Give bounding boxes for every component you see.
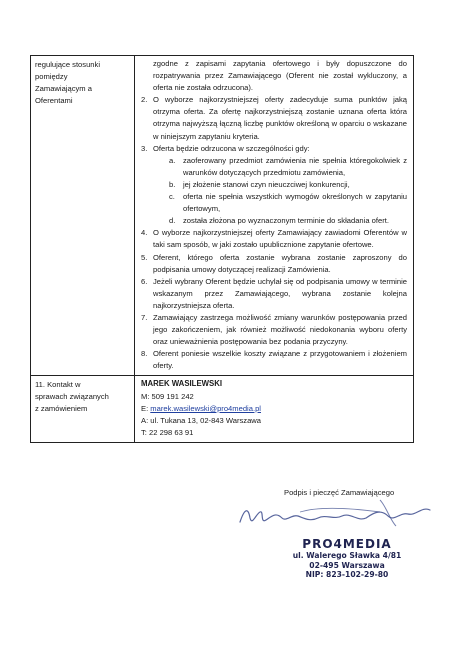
- sub-list-item: [169, 179, 407, 191]
- sub-item-letter: b.: [169, 179, 176, 189]
- label-line: z zamówieniem: [35, 404, 88, 414]
- sub-list-item: [169, 191, 407, 215]
- contact-address: A: ul. Tukana 13, 02-843 Warszawa: [141, 415, 262, 425]
- intro-paragraph: zgodne z zapisami zapytania ofertowego i były dopuszczone do rozpatrywania przez Zamawiającego (Oferent nie został wykluczony, a oferta nie została odrzucona).: [153, 59, 407, 93]
- contact-email-line: [141, 403, 407, 415]
- item-number: 2.: [141, 95, 148, 105]
- list-item: [141, 312, 407, 348]
- sub-list-item: [169, 215, 407, 227]
- item-text: Oferta będzie odrzucona w szczególności gdy:: [153, 143, 310, 153]
- contact-content: [135, 376, 413, 441]
- stamp-line: 02-495 Warszawa: [309, 560, 385, 570]
- item-number: 4.: [141, 228, 148, 238]
- contact-row: [31, 376, 413, 441]
- list-item: [141, 276, 407, 312]
- label-line: pomiędzy: [35, 72, 68, 81]
- item-number: 8.: [141, 349, 148, 359]
- item-number: 7.: [141, 312, 148, 322]
- label-line: Oferentami: [35, 96, 73, 105]
- sub-item-text: została złożona po wyznaczonym terminie do składania ofert.: [183, 216, 389, 226]
- list-item: [141, 143, 407, 228]
- stamp-line: ul. Walerego Sławka 4/81: [292, 551, 402, 560]
- stamp-line: NIP: 823-102-29-80: [305, 570, 389, 580]
- item-text: O wyborze najkorzystniejszej oferty Zamawiający zawiadomi Oferentów w taki sam sposób, w jaki zostało upublicznione zapytanie ofertowe.: [153, 228, 407, 250]
- stamp-title: PRO4MEDIA: [302, 537, 392, 551]
- contact-phone: M: 509 191 242: [141, 391, 194, 401]
- signature-caption: Podpis i pieczęć Zamawiającego: [284, 488, 395, 497]
- label-line: 11. Kontakt w: [35, 380, 81, 390]
- sub-item-text: zaoferowany przedmiot zamówienia nie spełnia któregokolwiek z warunków dotyczących przedmiotu zamówienia,: [183, 155, 407, 177]
- conditions-row: [31, 56, 413, 376]
- contact-label: [31, 376, 135, 441]
- list-item: [141, 252, 407, 276]
- sub-item-letter: d.: [169, 216, 176, 226]
- procurement-table: [30, 55, 414, 443]
- company-stamp: [282, 538, 412, 580]
- signature-block: [230, 488, 440, 608]
- item-text: O wyborze najkorzystniejszej oferty zadecyduje suma punktów jaką otrzyma oferta. Za ofertę najkorzystniejszą zostanie uznana oferta która otrzyma najwyższą łączną liczbę punktów określoną w oparciu o wskazane w niniejszym zapytaniu kryteria.: [153, 95, 407, 141]
- handwritten-signature-icon: [230, 492, 440, 536]
- sub-list-item: [169, 155, 407, 179]
- label-line: sprawach związanych: [35, 392, 109, 402]
- email-prefix: E:: [141, 403, 151, 413]
- item-text: Zamawiający zastrzega możliwość zmiany warunków postępowania przed jego zakończeniem, jak również możliwość niedokonania wyboru oferty oraz unieważnienia postępowania bez podania przyczyny.: [153, 312, 407, 347]
- sub-item-letter: c.: [169, 192, 175, 202]
- contact-phone-office: T: 22 298 63 91: [141, 427, 194, 437]
- list-item: [141, 227, 407, 251]
- item-text: Oferent poniesie wszelkie koszty związane z przygotowaniem i złożeniem oferty.: [153, 349, 407, 371]
- item-number: 3.: [141, 143, 148, 153]
- label-line: regulujące stosunki: [35, 60, 101, 69]
- list-item: [141, 94, 407, 142]
- sub-item-letter: a.: [169, 155, 176, 165]
- conditions-label: [31, 56, 135, 375]
- item-number: 6.: [141, 276, 148, 286]
- item-text: Jeżeli wybrany Oferent będzie uchylał się od podpisania umowy w terminie wskazanym przez Zamawiającego, wybrana zostanie kolejna najkorzystniejsza oferta.: [153, 276, 407, 310]
- conditions-content: [135, 56, 413, 375]
- sub-item-text: jej złożenie stanowi czyn nieuczciwej konkurencji,: [183, 179, 350, 189]
- item-number: 5.: [141, 252, 148, 262]
- email-link[interactable]: marek.wasilewski@pro4media.pl: [150, 403, 261, 413]
- sub-item-text: oferta nie spełnia wszystkich wymogów określonych w zapytaniu ofertowym,: [183, 192, 407, 214]
- list-item: [141, 348, 407, 372]
- item-text: Oferent, którego oferta zostanie wybrana zostanie zaproszony do podpisania umowy dotyczącej realizacji Zamówienia.: [153, 252, 407, 274]
- contact-name: MAREK WASILEWSKI: [141, 379, 222, 389]
- label-line: Zamawiającym a: [35, 84, 92, 93]
